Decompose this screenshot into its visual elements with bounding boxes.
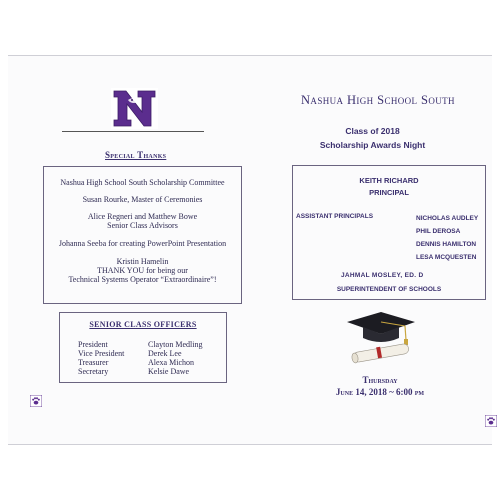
officer-role: Treasurer <box>78 358 109 367</box>
officer-name: Derek Lee <box>148 349 182 358</box>
thanks-line: Kristin Hamelin <box>116 257 169 266</box>
senior-officers-title: SENIOR CLASS OFFICERS <box>89 320 197 329</box>
special-thanks-title: Special Thanks <box>105 150 167 160</box>
logo-divider <box>62 131 204 132</box>
special-thanks-box <box>43 166 242 304</box>
superintendent-name: JAHMAL MOSLEY, ED. D <box>341 272 424 279</box>
officer-role: President <box>78 340 108 349</box>
event-day: Thursday <box>362 375 398 385</box>
officer-role: Secretary <box>78 367 109 376</box>
paw-print-icon <box>30 395 42 407</box>
school-logo <box>111 88 158 129</box>
thanks-line: Johanna Seeba for creating PowerPoint Presentation <box>58 239 227 248</box>
assistant-principal: DENNIS HAMILTON <box>416 241 477 248</box>
school-name: Nashua High School South <box>301 93 455 107</box>
event-name: Scholarship Awards Night <box>319 140 426 150</box>
leadership-box <box>292 165 486 300</box>
graduation-cap-icon <box>343 310 419 368</box>
principal-name: KEITH RICHARD <box>359 176 419 185</box>
principal-title: PRINCIPAL <box>369 188 409 197</box>
assistant-principal: PHIL DEROSA <box>416 228 461 235</box>
assistant-principals-label: ASSISTANT PRINCIPALS <box>296 213 374 220</box>
diploma-scroll-icon <box>351 343 409 363</box>
senior-officers-box <box>59 312 227 383</box>
superintendent-title: SUPERINTENDENT OF SCHOOLS <box>336 286 442 293</box>
thanks-line: THANK YOU for being our <box>97 266 188 275</box>
event-datetime: June 14, 2018 ~ 6:00 pm <box>335 387 425 397</box>
officer-role: Vice President <box>78 349 125 358</box>
thanks-line: Susan Rourke, Master of Ceremonies <box>82 195 203 204</box>
officer-roles <box>78 340 124 376</box>
officer-names <box>148 340 202 376</box>
assistant-principal: NICHOLAS AUDLEY <box>416 215 479 222</box>
assistant-principal: LESA MCQUESTEN <box>416 254 477 261</box>
paw-print-icon <box>485 415 497 427</box>
thanks-line: Alice Regneri and Matthew Bowe <box>87 212 198 221</box>
event-class-year: Class of 2018 <box>345 126 400 136</box>
thanks-line: Nashua High School South Scholarship Committee <box>60 178 225 187</box>
officer-name: Alexa Michon <box>148 358 194 367</box>
officer-name: Kelsie Dawe <box>148 367 190 376</box>
thanks-line: Technical Systems Operator “Extraordinaire”! <box>68 275 217 284</box>
thanks-line: Senior Class Advisors <box>107 221 178 230</box>
officer-name: Clayton Medling <box>148 340 203 349</box>
